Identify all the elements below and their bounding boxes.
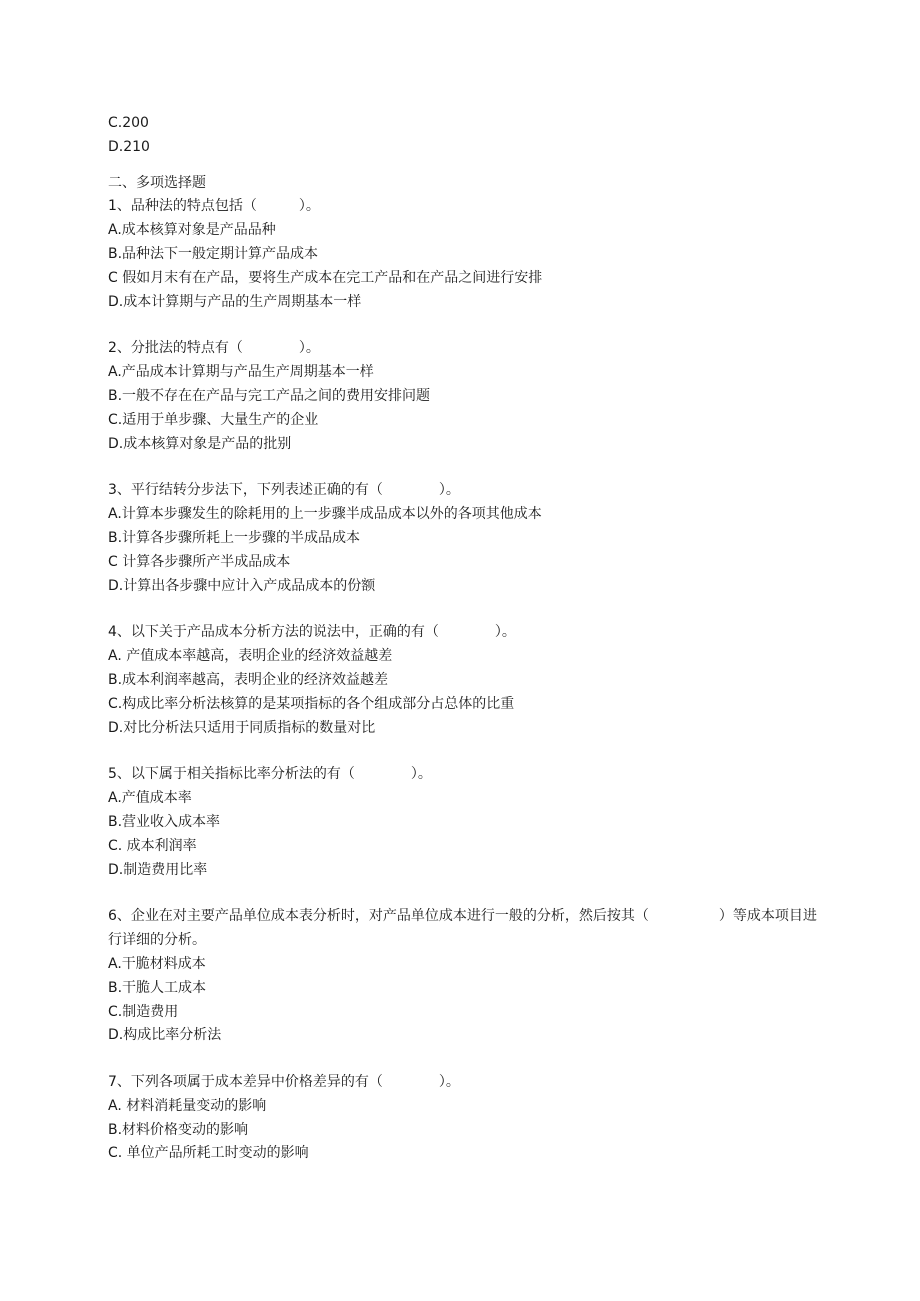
option-c: C.制造费用 xyxy=(108,1003,179,1020)
prev-option-d: D.210 xyxy=(108,138,150,155)
question-stem: 4、以下关于产品成本分析方法的说法中，正确的有（ ）。 xyxy=(108,624,516,641)
option-d: D.构成比率分析法 xyxy=(108,1027,222,1044)
option-b: B.成本利润率越高，表明企业的经济效益越差 xyxy=(108,671,389,688)
option-d: D.成本核算对象是产品的批别 xyxy=(108,435,292,452)
option-d: D.制造费用比率 xyxy=(108,861,208,878)
option-d: D.计算出各步骤中应计入产成品成本的份额 xyxy=(108,577,376,594)
option-c: C.适用于单步骤、大量生产的企业 xyxy=(108,411,319,428)
question-1 xyxy=(108,195,828,314)
question-stem: 7、下列各项属于成本差异中价格差异的有（ ）。 xyxy=(108,1074,460,1091)
option-a: A.成本核算对象是产品品种 xyxy=(108,222,276,239)
option-d: D.成本计算期与产品的生产周期基本一样 xyxy=(108,293,362,310)
option-a: A.计算本步骤发生的除耗用的上一步骤半成品成本以外的各项其他成本 xyxy=(108,506,542,523)
option-a: A.产品成本计算期与产品生产周期基本一样 xyxy=(108,364,374,381)
option-b: B.材料价格变动的影响 xyxy=(108,1121,249,1138)
option-c: C.构成比率分析法核算的是某项指标的各个组成部分占总体的比重 xyxy=(108,695,515,712)
option-b: B.品种法下一般定期计算产品成本 xyxy=(108,245,319,262)
question-4 xyxy=(108,621,828,740)
prev-option-c: C.200 xyxy=(108,115,149,131)
option-b: B.营业收入成本率 xyxy=(108,813,221,830)
question-stem: 5、以下属于相关指标比率分析法的有（ ）。 xyxy=(108,766,432,783)
section-title: 二、多项选择题 xyxy=(108,174,206,191)
question-7 xyxy=(108,1071,828,1166)
option-b: B.干脆人工成本 xyxy=(108,979,207,996)
option-c: C. 成本利润率 xyxy=(108,837,197,854)
question-stem: 2、分批法的特点有（ ）。 xyxy=(108,340,320,357)
question-6 xyxy=(108,905,828,1048)
question-stem: 3、平行结转分步法下，下列表述正确的有（ ）。 xyxy=(108,482,460,499)
question-5 xyxy=(108,763,828,882)
question-3 xyxy=(108,479,828,598)
option-a: A. 材料消耗量变动的影响 xyxy=(108,1097,267,1114)
option-a: A.干脆材料成本 xyxy=(108,955,206,972)
option-c: C. 单位产品所耗工时变动的影响 xyxy=(108,1145,309,1162)
option-c: C 计算各步骤所产半成品成本 xyxy=(108,553,291,570)
document-page xyxy=(108,112,828,1166)
option-c: C 假如月末有在产品，要将生产成本在完工产品和在产品之间进行安排 xyxy=(108,269,543,286)
question-stem: 6、企业在对主要产品单位成本表分析时，对产品单位成本进行一般的分析，然后按其（ ）等成本项目进行详细的分析。 xyxy=(108,908,817,949)
option-a: A. 产值成本率越高，表明企业的经济效益越差 xyxy=(108,648,393,665)
question-stem: 1、品种法的特点包括（ ）。 xyxy=(108,198,320,215)
option-d: D.对比分析法只适用于同质指标的数量对比 xyxy=(108,719,376,736)
option-a: A.产值成本率 xyxy=(108,790,192,807)
option-b: B.计算各步骤所耗上一步骤的半成品成本 xyxy=(108,529,361,546)
question-2 xyxy=(108,337,828,456)
option-b: B.一般不存在在产品与完工产品之间的费用安排问题 xyxy=(108,387,431,404)
